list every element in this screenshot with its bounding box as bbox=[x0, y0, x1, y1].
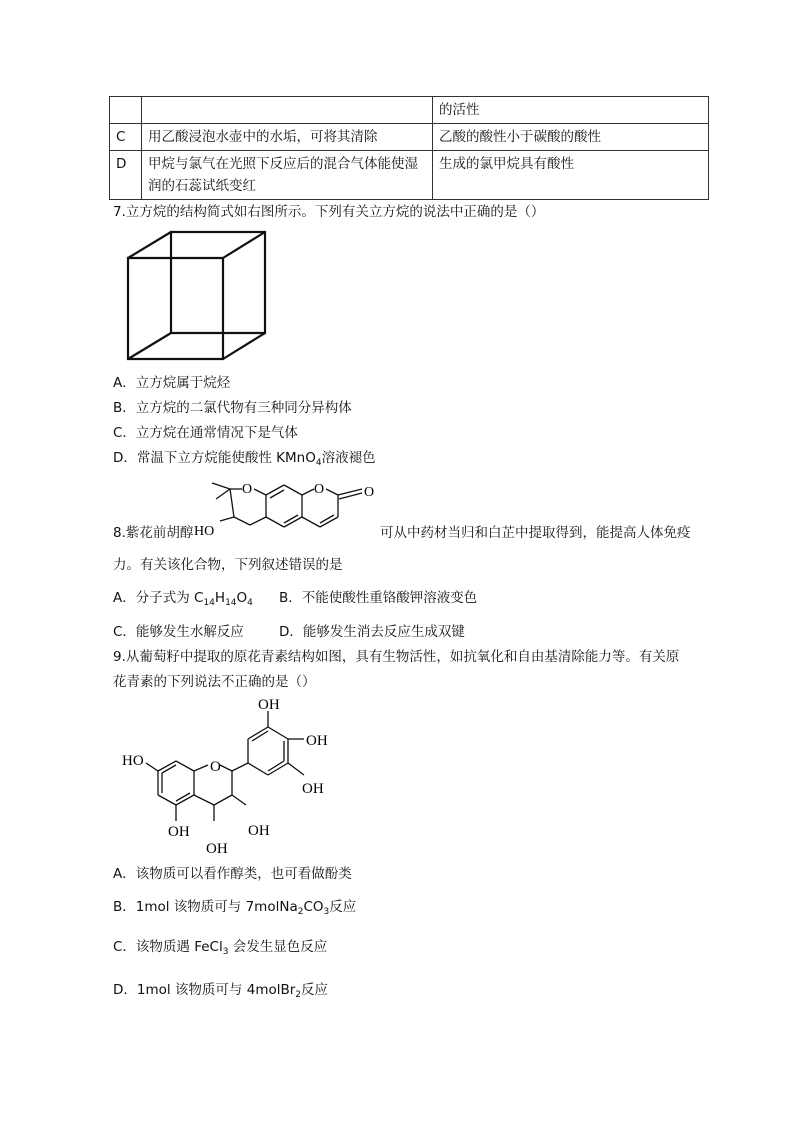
row-phenomenon: 用乙酸浸泡水壶中的水垢，可将其清除 bbox=[142, 124, 433, 151]
q9-oh-label: OH bbox=[206, 841, 228, 857]
q9-oh-label: OH bbox=[248, 823, 270, 839]
q9-oh-label: OH bbox=[302, 781, 324, 797]
row-phenomenon: 甲烷与氯气在光照下反应后的混合气体能使湿润的石蕊试纸变红 bbox=[142, 151, 433, 200]
q8-structure-diagram bbox=[190, 475, 390, 537]
table-row bbox=[110, 151, 709, 200]
row-phenomenon bbox=[142, 97, 433, 124]
q9-oh-label: OH bbox=[168, 824, 190, 840]
q8-o-label: O bbox=[242, 482, 253, 497]
q9-option-b: B．1mol 该物质可与 $7molNa_2CO_3$反应 bbox=[113, 899, 357, 917]
q9-stem-line1: 9.从葡萄籽中提取的原花青素结构如图，具有生物活性，如抗氧化和自由基清除能力等。有关原 bbox=[113, 649, 680, 665]
answer-table bbox=[109, 96, 709, 200]
cube-back-face bbox=[171, 232, 265, 333]
q8-option-d: D．能够发生消去反应生成双键 bbox=[279, 624, 465, 640]
q8-option-c: C．能够发生水解反应 bbox=[113, 624, 244, 640]
q9-oh-label: OH bbox=[258, 697, 280, 713]
q8-stem-mid: 可从中药材当归和白芷中提取得到，能提高人体免疫 bbox=[380, 525, 691, 541]
q7-option-a: A．立方烷属于烷烃 bbox=[113, 375, 231, 391]
row-label: C bbox=[110, 124, 142, 151]
q7-option-d: D．常温下立方烷能使酸性 KMnO$_4$溶液褪色 bbox=[113, 450, 376, 468]
table-row bbox=[110, 124, 709, 151]
q9-stem-line2: 花青素的下列说法不正确的是（） bbox=[113, 674, 316, 690]
q9-structure-diagram bbox=[118, 693, 348, 858]
q7-option-b: B．立方烷的二氯代物有三种同分异构体 bbox=[113, 400, 352, 416]
q9-option-d: D．1mol 该物质可与 4molBr$_2$反应 bbox=[113, 982, 329, 1000]
row-explanation: 生成的氯甲烷具有酸性 bbox=[433, 151, 709, 200]
q8-option-a: A．分子式为 $C_{14}H_{14}O_4$ bbox=[113, 590, 253, 608]
row-label bbox=[110, 97, 142, 124]
cube-structure-diagram bbox=[124, 228, 270, 364]
cube-front-face bbox=[128, 258, 223, 359]
q7-stem: 7.立方烷的结构简式如右图所示。下列有关立方烷的说法中正确的是（） bbox=[113, 204, 545, 220]
row-explanation: 的活性 bbox=[433, 97, 709, 124]
q9-option-a: A．该物质可以看作醇类，也可看做酚类 bbox=[113, 866, 352, 882]
table-row bbox=[110, 97, 709, 124]
q8-o-label: O bbox=[314, 482, 325, 497]
q8-option-b: B．不能使酸性重铬酸钾溶液变色 bbox=[279, 590, 478, 606]
q9-o-label: O bbox=[210, 759, 221, 775]
q8-stem-end: 力。有关该化合物，下列叙述错误的是 bbox=[113, 557, 343, 573]
row-label: D bbox=[110, 151, 142, 200]
q9-option-c: C．该物质遇 FeCl$_3$ 会发生显色反应 bbox=[113, 939, 328, 957]
q8-o-label: O bbox=[364, 485, 375, 500]
q8-ho-label: HO bbox=[194, 524, 215, 537]
row-explanation: 乙酸的酸性小于碳酸的酸性 bbox=[433, 124, 709, 151]
q9-oh-label: OH bbox=[306, 733, 328, 749]
q9-ho-label: HO bbox=[122, 753, 144, 769]
q7-option-c: C．立方烷在通常情况下是气体 bbox=[113, 425, 298, 441]
q8-stem-start: 8.紫花前胡醇 bbox=[113, 525, 194, 541]
